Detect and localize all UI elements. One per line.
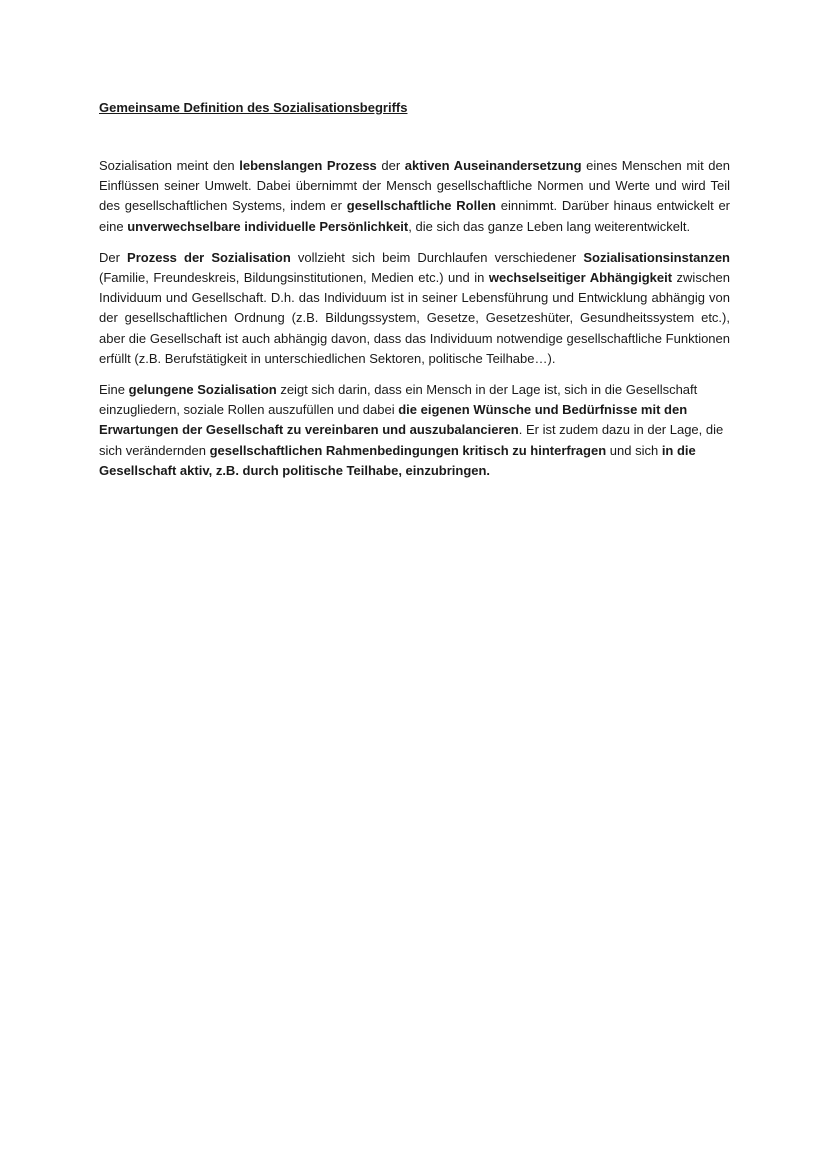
bold-text: gesellschaftliche Rollen [346, 198, 496, 214]
document-title: Gemeinsame Definition des Sozialisationsbegriffs [99, 100, 408, 115]
bold-text: gelungene Sozialisation [128, 382, 277, 398]
paragraph-list [99, 156, 730, 481]
paragraph-text: . Er ist zudem dazu in der Lage, die sich verändernden [99, 422, 724, 458]
paragraph-text: und sich [606, 442, 662, 458]
paragraph-text: , die sich das ganze Leben lang weiterentwickelt. [408, 218, 691, 234]
paragraph-text: Eine [99, 382, 129, 398]
bold-text: wechselseitiger Abhängigkeit [488, 270, 673, 286]
bold-text: die eigenen Wünsche und Bedürfnisse mit den Erwartungen der Gesellschaft zu vereinbaren und auszubalancieren [99, 402, 688, 438]
paragraph-text: zwischen Individuum und Gesellschaft. D.h. das Individuum ist in seiner Lebensführung und Entwicklung abhängig von der gesellschaftlichen Ordnung (z.B. Bildungssystem, Gesetze, Gesetzeshüter, Gesundheitssystem etc.), aber die Gesellschaft ist auch abhängig davon, dass das Individuum notwendige gesellschaftliche Funktionen erfüllt (z.B. Berufstätigkeit in unterschiedlichen Sektoren, politische Teilhabe…). [99, 270, 731, 366]
paragraph-1 [99, 156, 730, 237]
bold-text: lebenslangen Prozess [239, 158, 377, 173]
paragraph-text: zeigt sich darin, dass ein Mensch in der Lage ist, sich in die Gesellschaft einzugliedern, soziale Rollen auszufüllen und dabei [99, 382, 698, 418]
paragraph-text: eines Menschen mit den Einflüssen seiner Umwelt. Dabei übernimmt der Mensch gesellschaftliche Normen und Werte und wird Teil des gesellschaftlichen Systems, indem er [99, 158, 730, 214]
paragraph-text: der [376, 158, 405, 173]
bold-text: gesellschaftlichen Rahmenbedingungen kritisch zu hinterfragen [209, 442, 607, 458]
bold-text: aktiven Auseinandersetzung [404, 158, 582, 173]
paragraph-text: einnimmt. Darüber hinaus entwickelt er eine [99, 198, 731, 234]
bold-text: Prozess der Sozialisation [127, 249, 291, 265]
bold-text: unverwechselbare individuelle Persönlichkeit [127, 218, 409, 234]
paragraph-2 [99, 248, 730, 369]
document-body [99, 98, 730, 492]
paragraph-3 [99, 380, 730, 481]
paragraph-text: (Familie, Freundeskreis, Bildungsinstitutionen, Medien etc.) und in [99, 270, 489, 286]
paragraph-text: Sozialisation meint den [99, 158, 240, 173]
bold-text: in die Gesellschaft aktiv, z.B. durch politische Teilhabe, einzubringen. [99, 442, 696, 478]
paragraph-text: Der [99, 249, 128, 265]
paragraph-text: vollzieht sich beim Durchlaufen verschiedener [290, 249, 584, 265]
bold-text: Sozialisationsinstanzen [583, 249, 730, 265]
